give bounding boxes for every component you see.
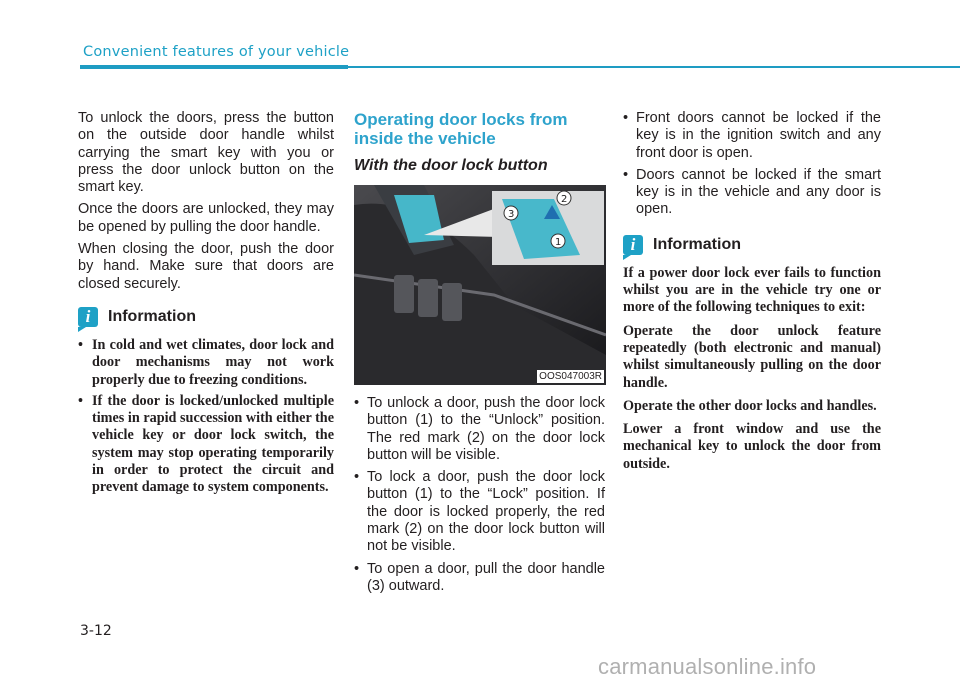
door-panel-illustration: [354, 185, 606, 385]
instruction-item: • To lock a door, push the door lock button (1) to the “Lock” position. If the door is locked properly, the red mark (2) on the door lock button will not be visible.: [354, 469, 605, 555]
column-left: [78, 110, 334, 501]
door-lock-figure: [354, 185, 606, 385]
info-icon: i: [623, 235, 643, 255]
note-item: • Front doors cannot be locked if the key is in the ignition switch and any front door is open.: [623, 110, 881, 162]
instruction-item: • To open a door, pull the door handle (3) outward.: [354, 561, 605, 596]
info-box-header: [78, 307, 334, 327]
note-item: • Doors cannot be locked if the smart key is in the vehicle and any door is open.: [623, 167, 881, 219]
info-paragraph: Operate the door unlock feature repeatedly (both electronic and manual) whilst simultaneously pulling on the door handle.: [623, 322, 881, 391]
info-paragraph: Lower a front window and use the mechanical key to unlock the door from outside.: [623, 421, 881, 472]
paragraph: To unlock the doors, press the button on the outside door handle whilst carrying the smart key with you or press the door unlock button on the smart key.: [78, 110, 334, 196]
column-right: [623, 110, 881, 479]
info-list-item: • If the door is locked/unlocked multiple times in rapid succession with either the vehicle key or door lock switch, the system may stop operating temporarily in order to protect the circuit and prevent damage to system components.: [78, 393, 334, 497]
info-list-item: • In cold and wet climates, door lock and door mechanisms may not work properly due to freezing conditions.: [78, 337, 334, 389]
header-rule-line: [348, 66, 960, 68]
page-number: 3-12: [80, 623, 112, 639]
header-rule: [80, 65, 348, 69]
section-title: Operating door locks from inside the vehicle: [354, 110, 568, 148]
svg-text:3: 3: [508, 209, 515, 220]
info-paragraph: Operate the other door locks and handles.: [623, 397, 877, 414]
section-header-title: Convenient features of your vehicle: [83, 44, 350, 60]
svg-text:2: 2: [561, 194, 568, 205]
instruction-list: [354, 395, 605, 595]
figure-code: OOS047003R: [539, 371, 602, 382]
paragraph: When closing the door, push the door by hand. Make sure that doors are closed securely.: [78, 241, 334, 292]
paragraph: Once the doors are unlocked, they may be opened by pulling the door handle.: [78, 201, 334, 235]
subsection-title: With the door lock button: [354, 157, 548, 174]
svg-text:1: 1: [555, 237, 562, 248]
info-title: Information: [108, 307, 196, 325]
column-middle: [354, 110, 605, 600]
info-box-header: [623, 235, 881, 255]
watermark: carmanualsonline.info: [598, 654, 817, 679]
info-paragraph: If a power door lock ever fails to function whilst you are in the vehicle try one or more of the following techniques to exit:: [623, 264, 881, 316]
info-icon: i: [78, 307, 98, 327]
info-title: Information: [653, 235, 741, 253]
info-list: [78, 337, 334, 497]
instruction-item: • To unlock a door, push the door lock button (1) to the “Unlock” position. The red mark (2) on the door lock button will be visible.: [354, 395, 605, 464]
note-list: [623, 110, 881, 219]
